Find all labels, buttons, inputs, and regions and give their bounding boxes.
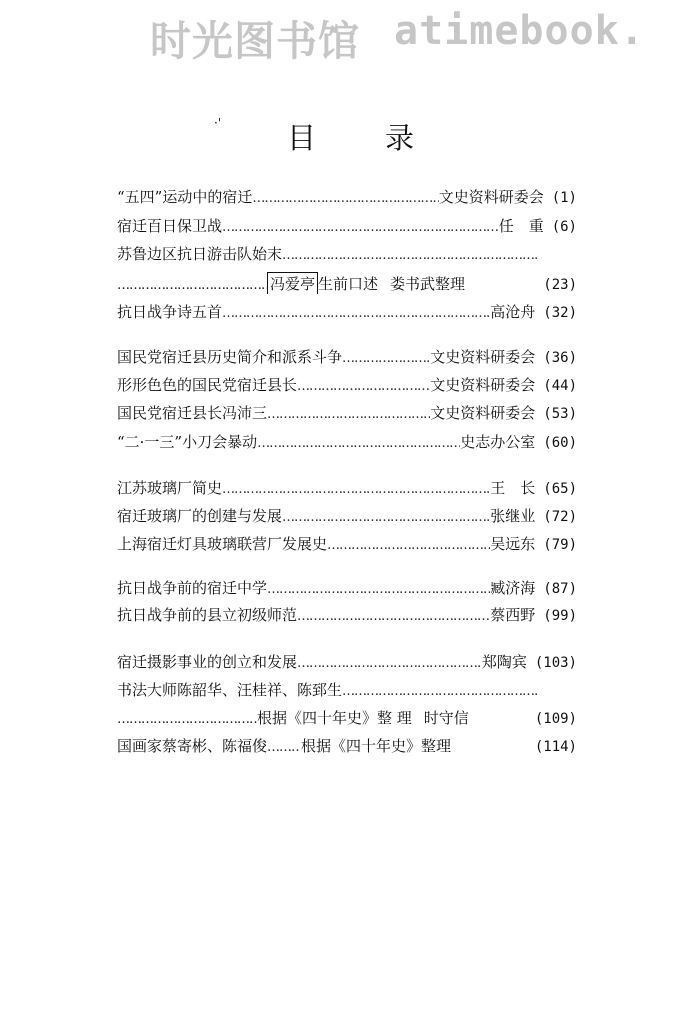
dot-leader: [342, 348, 430, 368]
entry-author-note: 生前口述: [318, 275, 379, 293]
entry-page: (36): [543, 350, 577, 366]
toc-entry[interactable]: [117, 577, 577, 599]
entry-author: 王 长: [490, 479, 536, 497]
dot-leader: [257, 433, 460, 453]
entry-title: 抗日战争前的县立初级师范: [117, 606, 298, 624]
entry-author: 任 重: [498, 217, 544, 235]
entry-title: 书法大师陈韶华、汪桂祥、陈郅生: [117, 681, 343, 699]
title-char-2: 录: [385, 121, 415, 155]
toc-entry[interactable]: [117, 374, 577, 396]
toc-entry[interactable]: [117, 186, 577, 208]
dot-leader: [267, 404, 430, 424]
entry-title: “五四”运动中的宿迁: [117, 188, 253, 206]
page-title: [0, 116, 682, 156]
entry-title: “二·一三”小刀会暴动: [117, 433, 258, 451]
entry-author: 文史资料研委会: [430, 404, 536, 422]
entry-title: 国民党宿迁县历史简介和派系斗争: [117, 348, 343, 366]
entry-title: 抗日战争前的宿迁中学: [117, 579, 268, 597]
entry-page: (103): [534, 655, 577, 671]
toc-entry[interactable]: [117, 402, 577, 424]
entry-author: 史志办公室: [460, 433, 536, 451]
entry-title: 上海宿迁灯具玻璃联营厂发展史: [117, 535, 328, 553]
entry-page: (32): [543, 305, 577, 321]
watermark: [0, 2, 682, 62]
entry-title: 苏鲁边区抗日游击队始末: [117, 245, 283, 263]
toc-entry-continuation[interactable]: [117, 272, 577, 294]
dot-leader: [297, 606, 490, 626]
boxed-name: 冯爱亭: [267, 272, 318, 294]
entry-title: 宿迁玻璃厂的创建与发展: [117, 507, 283, 525]
dot-leader: [282, 245, 537, 265]
dot-leader: [267, 579, 490, 599]
entry-title: 形形色色的国民党宿迁县长: [117, 376, 298, 394]
entry-author: 娄书武整理: [390, 275, 466, 293]
toc-entry[interactable]: [117, 243, 537, 265]
watermark-latin: atimebook.: [394, 8, 645, 54]
entry-author: 文史资料研委会: [438, 188, 544, 206]
entry-page: (72): [543, 509, 577, 525]
entry-author: 蔡西野: [490, 606, 536, 624]
dot-leader: [267, 737, 301, 757]
entry-title: 江苏玻璃厂简史: [117, 479, 223, 497]
entry-page: (109): [534, 711, 577, 727]
toc-entry[interactable]: [117, 301, 577, 323]
entry-page: (44): [543, 378, 577, 394]
entry-author: 时守信: [423, 709, 469, 727]
entry-page: (60): [543, 435, 577, 451]
entry-author-note: 根据《四十年史》整 理: [257, 709, 412, 727]
corner-mark: ·': [214, 116, 222, 130]
toc-entry-continuation[interactable]: [117, 707, 577, 729]
entry-title: 抗日战争诗五首: [117, 303, 223, 321]
entry-author: 臧济海: [490, 579, 536, 597]
entry-author: 吴远东: [490, 535, 536, 553]
entry-author: 文史资料研委会: [430, 376, 536, 394]
toc-entry[interactable]: [117, 477, 577, 499]
title-char-1: 目: [287, 121, 317, 155]
toc-entry[interactable]: [117, 533, 577, 555]
entry-page: (6): [551, 219, 577, 235]
entry-page: (65): [543, 481, 577, 497]
dot-leader: [222, 479, 490, 499]
dot-leader: [297, 653, 482, 673]
entry-page: (1): [551, 190, 577, 206]
entry-author: 文史资料研委会: [430, 348, 536, 366]
entry-page: (114): [534, 739, 577, 755]
dot-leader: [117, 275, 267, 294]
dot-leader: [342, 681, 537, 701]
toc-entry[interactable]: [117, 346, 577, 368]
entry-page: (87): [543, 581, 577, 597]
toc-entry[interactable]: [117, 215, 577, 237]
dot-leader: [327, 535, 490, 555]
dot-leader: [297, 376, 430, 396]
toc-entry[interactable]: [117, 735, 577, 757]
dot-leader: [222, 217, 499, 237]
toc-entry[interactable]: [117, 679, 537, 701]
entry-author: 张继业: [490, 507, 536, 525]
dot-leader: [222, 303, 490, 323]
dot-leader: [117, 709, 257, 729]
dot-leader: [282, 507, 490, 527]
entry-author: 郑陶宾: [481, 653, 527, 671]
toc-entry[interactable]: [117, 431, 577, 453]
toc-entry[interactable]: [117, 505, 577, 527]
entry-author: 根据《四十年史》整理: [301, 737, 452, 755]
watermark-chinese: 时光图书馆: [150, 17, 360, 62]
entry-title: 国民党宿迁县长冯沛三: [117, 404, 268, 422]
entry-title: 宿迁摄影事业的创立和发展: [117, 653, 298, 671]
entry-title: 宿迁百日保卫战: [117, 217, 223, 235]
entry-page: (99): [543, 608, 577, 624]
entry-page: (23): [543, 277, 577, 293]
entry-page: (79): [543, 537, 577, 553]
entry-title: 国画家蔡寄彬、陈福俊: [117, 737, 268, 755]
entry-page: (53): [543, 406, 577, 422]
toc-entry[interactable]: [117, 604, 577, 626]
dot-leader: [252, 188, 438, 208]
entry-author: 高沧舟: [490, 303, 536, 321]
toc-entry[interactable]: [117, 651, 577, 673]
